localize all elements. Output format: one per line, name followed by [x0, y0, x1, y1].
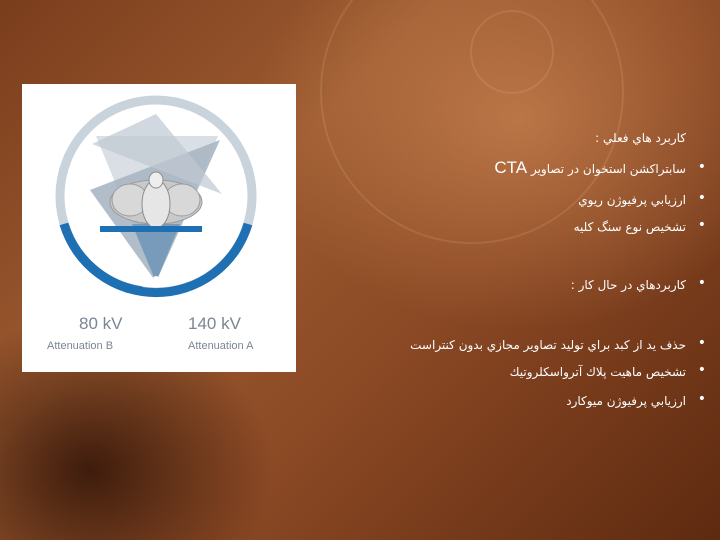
attenuation-a-label: Attenuation A [188, 340, 254, 352]
current-applications-heading: كاربرد هاي فعلي : [595, 131, 686, 145]
list-item: تشخيص ماهيت پلاك آترواسكلروتيك [509, 365, 686, 379]
bullet: • [697, 190, 706, 206]
attenuation-b-label: Attenuation B [47, 340, 114, 352]
bullet: • [697, 362, 706, 378]
energy-a-label: 140 kV [188, 314, 241, 333]
list-item: ارزيابي پرفيوژن ميوكارد [566, 394, 686, 408]
background-decoration [320, 0, 624, 244]
patient-table [100, 226, 202, 232]
dual-source-diagram [22, 84, 296, 372]
cta-label: CTA [494, 158, 528, 177]
list-item: حذف يد از كبد براي توليد تصاوير مجازي بدون كنتراست [410, 338, 686, 352]
tube-a-icon [153, 276, 159, 282]
list-item: سابتراكشن استخوان در تصاوير CTA [494, 158, 686, 177]
bullet: • [697, 335, 706, 351]
bullet: • [697, 217, 706, 233]
bullet: • [697, 159, 706, 175]
bullet: • [697, 275, 706, 291]
list-item: ارزيابي پرفيوژن ريوي [578, 193, 686, 207]
list-item: تشخيص نوع سنگ كليه [573, 220, 686, 234]
energy-b-label: 80 kV [79, 314, 123, 333]
list-item: كاربردهاي در حال كار : [570, 278, 686, 292]
bullet: • [697, 391, 706, 407]
dual-energy-figure [22, 84, 296, 372]
